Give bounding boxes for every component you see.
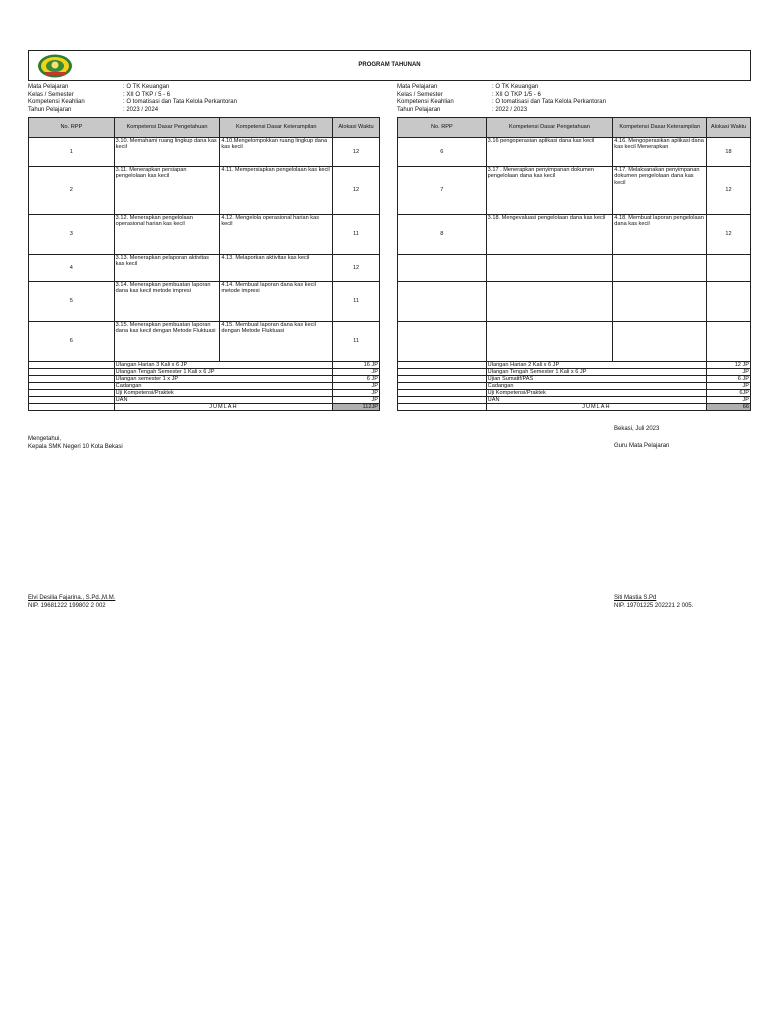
alokasi-cell xyxy=(707,282,751,322)
kd-keterampilan-cell: 4.11. Mempersiapkan pengelolaan kas kecil xyxy=(220,167,333,215)
meta-value: : 2023 / 2024 xyxy=(123,106,159,113)
summary-label: Ulangan Tengah Semester 1 Kali x 6 JP xyxy=(114,369,332,376)
rpp-number: 5 xyxy=(29,282,115,322)
summary-value: 16 JP xyxy=(333,362,380,369)
teacher-signature xyxy=(614,594,693,610)
alokasi-cell xyxy=(707,322,751,362)
alokasi-cell: 18 xyxy=(707,138,751,167)
total-label: JUMLAH xyxy=(114,404,332,411)
header-kd-keterampilan: Kompetensi Dasar Keterampilan xyxy=(613,118,707,138)
summary-value: 12 JP xyxy=(707,362,751,369)
table-row xyxy=(398,255,751,282)
alokasi-cell: 11 xyxy=(333,215,380,255)
table-row xyxy=(398,322,751,362)
summary-blank xyxy=(398,369,487,376)
rpp-number: 3 xyxy=(29,215,115,255)
summary-row xyxy=(398,383,751,390)
right-program-table xyxy=(397,117,751,411)
rpp-number: 8 xyxy=(398,215,487,255)
teacher-title: Guru Mata Pelajaran xyxy=(614,443,670,449)
teacher-name: Siti Mastia S.Pd xyxy=(614,595,657,601)
summary-blank xyxy=(398,383,487,390)
kd-pengetahuan-cell: 3.13. Menerapkan pelaporan aktivitas kas kecil xyxy=(114,255,220,282)
summary-label: Ujian Sumatif/PAS xyxy=(486,376,706,383)
alokasi-cell: 12 xyxy=(333,167,380,215)
table-row xyxy=(29,282,380,322)
rpp-number: 1 xyxy=(29,138,115,167)
kd-pengetahuan-cell xyxy=(486,282,613,322)
header-no-rpp: No. RPP xyxy=(398,118,487,138)
summary-value: JP xyxy=(707,397,751,404)
header-alokasi-waktu: Alokasi Waktu xyxy=(707,118,751,138)
kd-keterampilan-cell: 4.12. Mengelola operasional harian kas kecil xyxy=(220,215,333,255)
alokasi-cell: 12 xyxy=(707,215,751,255)
total-row xyxy=(398,404,751,411)
total-label: JUMLAH xyxy=(486,404,706,411)
kd-keterampilan-cell xyxy=(613,255,707,282)
summary-blank xyxy=(398,397,487,404)
table-header-row xyxy=(398,118,751,138)
meta-key: Mata Pelajaran xyxy=(28,84,69,90)
table-row xyxy=(398,282,751,322)
table-row xyxy=(29,255,380,282)
kd-pengetahuan-cell xyxy=(486,255,613,282)
table-header-row xyxy=(29,118,380,138)
kd-keterampilan-cell: 4.17. Melaksanakan penyimpanan dokumen pengelolaan dana kas kecil xyxy=(613,167,707,215)
summary-value: JP xyxy=(333,369,380,376)
summary-label: UAN xyxy=(486,397,706,404)
alokasi-cell: 11 xyxy=(333,322,380,362)
right-meta xyxy=(397,84,747,114)
table-row xyxy=(398,215,751,255)
kd-keterampilan-cell: 4.15. Membuat laporan dana kas kecil dengan Metode Fluktuasi xyxy=(220,322,333,362)
kd-pengetahuan-cell: 3.15. Menerapkan pembuatan laporan dana kas kecil dengan Metode Fluktuasi xyxy=(114,322,220,362)
meta-key: Kompetensi Keahlian xyxy=(397,99,454,105)
rpp-number xyxy=(398,282,487,322)
rpp-number: 6 xyxy=(29,322,115,362)
meta-value: : O TK Keuangan xyxy=(492,84,539,90)
summary-value: JP xyxy=(707,383,751,390)
summary-value: 6JP xyxy=(707,390,751,397)
meta-value: : 2022 / 2023 xyxy=(492,106,528,113)
kd-keterampilan-cell: 4.18. Membuat laporan pengelolaan dana kas kecil xyxy=(613,215,707,255)
table-row xyxy=(29,322,380,362)
rpp-number: 2 xyxy=(29,167,115,215)
alokasi-cell xyxy=(707,255,751,282)
meta-key: Kelas / Semester xyxy=(28,91,74,98)
summary-label: Cadangan xyxy=(486,383,706,390)
left-program-table xyxy=(28,117,380,411)
header-no-rpp: No. RPP xyxy=(29,118,115,138)
summary-blank xyxy=(29,390,115,397)
meta-key: Kelas / Semester xyxy=(397,91,443,98)
principal-title-2: Kepala SMK Negeri 10 Kota Bekasi xyxy=(28,444,123,450)
summary-row xyxy=(29,383,380,390)
summary-blank xyxy=(29,369,115,376)
meta-value: : O TK Keuangan xyxy=(123,84,170,90)
summary-row xyxy=(29,376,380,383)
meta-value: : XII O TKP / 5 - 6 xyxy=(123,91,171,98)
table-row xyxy=(29,215,380,255)
kd-keterampilan-cell xyxy=(613,322,707,362)
summary-row xyxy=(29,362,380,369)
meta-value: : O tomatisasi dan Tata Kelola Perkantoran xyxy=(123,99,237,105)
header-kd-pengetahuan: Kompetensi Dasar Pengetahuan xyxy=(486,118,613,138)
kd-pengetahuan-cell: 3.12. Menerapkan pengelolaan operasional harian kas kecil xyxy=(114,215,220,255)
meta-key: Tahun Pelajaran xyxy=(397,106,441,113)
summary-value: 6 JP xyxy=(707,376,751,383)
summary-label: Uji Kompetensi/Praktek xyxy=(114,390,332,397)
summary-label: UAN xyxy=(114,397,332,404)
kd-pengetahuan-cell: 3.17 . Menerapkan penyimpanan dokumen pengelolaan dana kas kecil xyxy=(486,167,613,215)
total-row xyxy=(29,404,380,411)
principal-nip: NIP. 19681222 199802 2 002 xyxy=(28,603,106,609)
kd-pengetahuan-cell: 3.10. Memahami ruang lingkup dana kas kecil xyxy=(114,138,220,167)
summary-label: Uji Kompetensi/Praktek xyxy=(486,390,706,397)
kd-pengetahuan-cell: 3.14. Menerapkan pembuatan laporan dana kas kecil metode impresi xyxy=(114,282,220,322)
summary-label: Ulangan semester 1 x JP xyxy=(114,376,332,383)
kd-keterampilan-cell: 4.14. Membuat laporan dana kas kecil metode impresi xyxy=(220,282,333,322)
kd-pengetahuan-cell: 3.11. Menerapkan persiapan pengelolaan kas kecil xyxy=(114,167,220,215)
summary-row xyxy=(29,397,380,404)
summary-label: Cadangan xyxy=(114,383,332,390)
kd-pengetahuan-cell: 3.18. Mengevaluasi pengelolaan dana kas kecil xyxy=(486,215,613,255)
summary-value: JP xyxy=(333,390,380,397)
alokasi-cell: 12 xyxy=(333,255,380,282)
rpp-number: 6 xyxy=(398,138,487,167)
left-meta xyxy=(28,84,368,114)
summary-blank xyxy=(29,383,115,390)
summary-row xyxy=(29,369,380,376)
principal-name: Elvi Desilia Fajarina., S.Pd.,M.M. xyxy=(28,595,116,601)
kd-keterampilan-cell: 4.16. Mengoperasikan aplikasi dana kas kecil Menerapkan xyxy=(613,138,707,167)
summary-value: JP xyxy=(333,383,380,390)
alokasi-cell: 12 xyxy=(333,138,380,167)
summary-row xyxy=(398,390,751,397)
kd-pengetahuan-cell xyxy=(486,322,613,362)
summary-blank xyxy=(398,362,487,369)
summary-row xyxy=(398,397,751,404)
principal-block xyxy=(28,435,123,451)
total-blank xyxy=(398,404,487,411)
total-value: 66 xyxy=(707,404,751,411)
summary-blank xyxy=(398,390,487,397)
summary-blank xyxy=(29,362,115,369)
rpp-number: 7 xyxy=(398,167,487,215)
summary-blank xyxy=(398,376,487,383)
meta-value: : XII O TKP 1/5 - 6 xyxy=(492,91,541,98)
kd-keterampilan-cell: 4.13. Melaporkan aktivitas kas kecil xyxy=(220,255,333,282)
kd-pengetahuan-cell: 3.16 pengoperasian aplikasi dana kas kecil xyxy=(486,138,613,167)
meta-key: Kompetensi Keahlian xyxy=(28,99,85,105)
summary-row xyxy=(29,390,380,397)
rpp-number xyxy=(398,255,487,282)
summary-row xyxy=(398,369,751,376)
summary-label: Ulangan Harian 2 Kali x 6 JP xyxy=(486,362,706,369)
page-title: PROGRAM TAHUNAN xyxy=(358,62,421,68)
teacher-nip: NIP. 19701225 202221 2 005. xyxy=(614,603,694,609)
alokasi-cell: 12 xyxy=(707,167,751,215)
kd-keterampilan-cell: 4.10.Mengelompokkan ruang lingkup dana kas kecil xyxy=(220,138,333,167)
meta-key: Tahun Pelajaran xyxy=(28,106,72,113)
table-row xyxy=(398,138,751,167)
meta-key: Mata Pelajaran xyxy=(397,84,438,90)
kd-keterampilan-cell xyxy=(613,282,707,322)
rpp-number xyxy=(398,322,487,362)
summary-blank xyxy=(29,397,115,404)
principal-signature xyxy=(28,594,115,610)
summary-label: Ulangan Tengah Semester 1 Kali x 6 JP xyxy=(486,369,706,376)
summary-value: JP xyxy=(333,397,380,404)
summary-blank xyxy=(29,376,115,383)
place-date: Bekasi, Juli 2023 xyxy=(614,426,660,432)
summary-row xyxy=(398,362,751,369)
meta-value: : O tomatisasi dan Tata Kelola Perkantoran xyxy=(492,99,606,105)
header-kd-pengetahuan: Kompetensi Dasar Pengetahuan xyxy=(114,118,220,138)
table-row xyxy=(29,138,380,167)
title-bar xyxy=(28,50,751,81)
total-value: 112JP xyxy=(333,404,380,411)
header-alokasi-waktu: Alokasi Waktu xyxy=(333,118,380,138)
table-row xyxy=(29,167,380,215)
summary-label: Ulangan Harian 3 Kali x 6 JP xyxy=(114,362,332,369)
alokasi-cell: 11 xyxy=(333,282,380,322)
summary-row xyxy=(398,376,751,383)
principal-title-1: Mengetahui, xyxy=(28,436,62,442)
summary-value: 6 JP xyxy=(333,376,380,383)
table-row xyxy=(398,167,751,215)
summary-value: JP xyxy=(707,369,751,376)
rpp-number: 4 xyxy=(29,255,115,282)
total-blank xyxy=(29,404,115,411)
header-kd-keterampilan: Kompetensi Dasar Keterampilan xyxy=(220,118,333,138)
